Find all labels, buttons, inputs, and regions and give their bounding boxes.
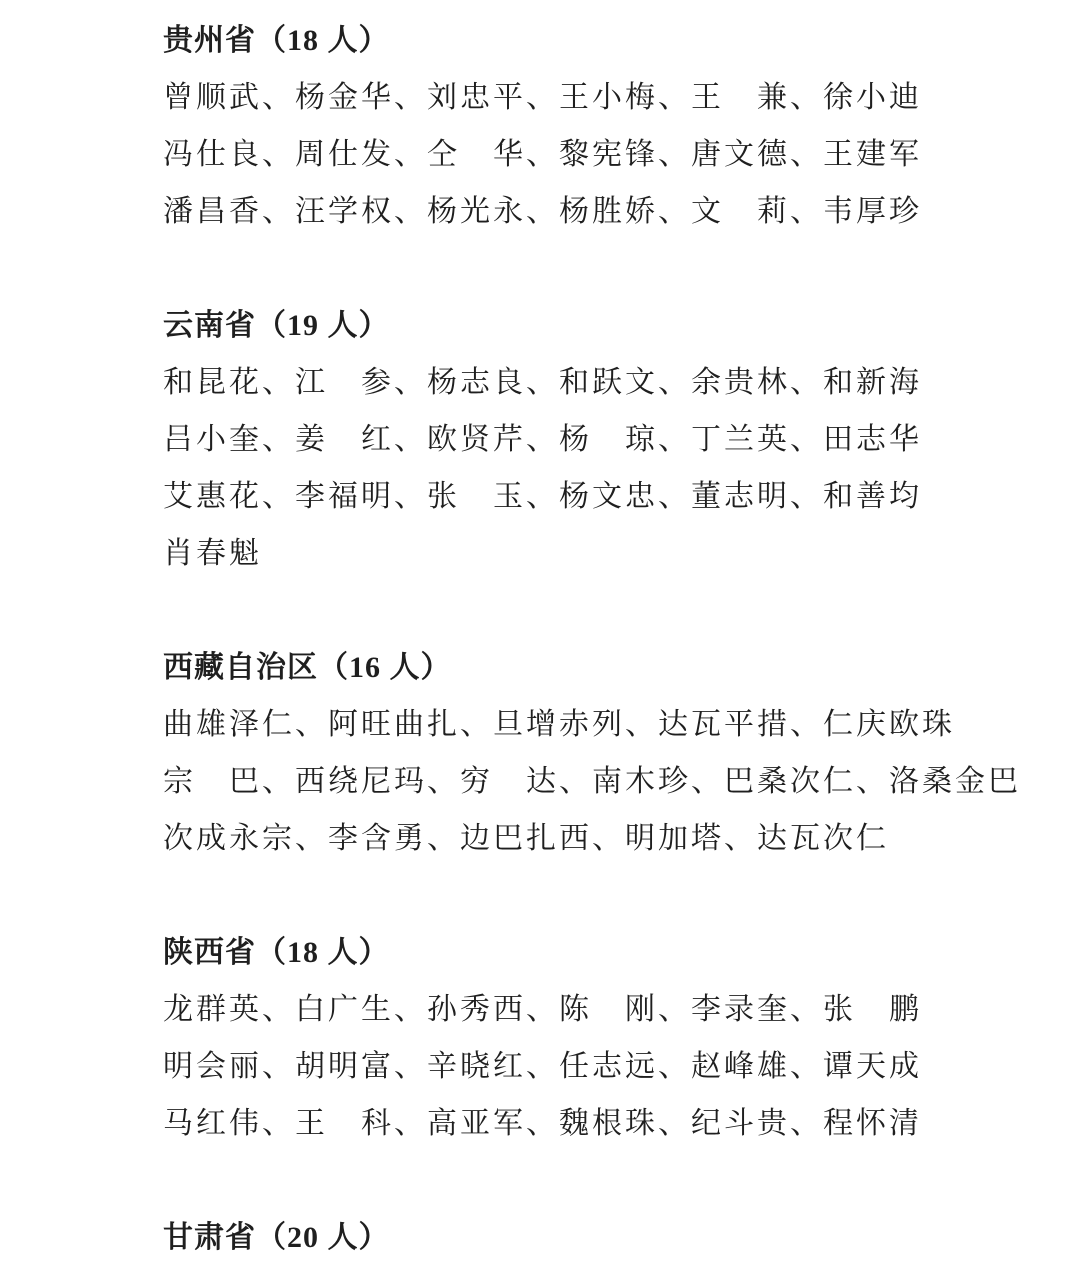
name-line: 次成永宗、李含勇、边巴扎西、明加塔、达瓦次仁 [163,822,889,855]
name-line: 曲雄泽仁、阿旺曲扎、旦增赤列、达瓦平措、仁庆欧珠 [163,708,955,741]
section-yunnan [163,297,1018,582]
province-header-shaanxi: 陕西省（18 人） [163,936,390,969]
province-header-tibet: 西藏自治区（16 人） [163,651,452,684]
province-header-yunnan: 云南省（19 人） [163,309,390,342]
name-line: 龙群英、白广生、孙秀西、陈 刚、李录奎、张 鹏 [163,993,922,1026]
name-line: 曾顺武、杨金华、刘忠平、王小梅、王 兼、徐小迪 [163,81,922,114]
name-line: 冯仕良、周仕发、仝 华、黎宪锋、唐文德、王建军 [163,138,922,171]
name-line: 潘昌香、汪学权、杨光永、杨胜娇、文 莉、韦厚珍 [163,195,922,228]
name-line: 马红伟、王 科、高亚军、魏根珠、纪斗贵、程怀清 [163,1107,922,1140]
section-guizhou [163,12,1018,240]
name-line: 吕小奎、姜 红、欧贤芹、杨 琼、丁兰英、田志华 [163,423,922,456]
name-line: 艾惠花、李福明、张 玉、杨文忠、董志明、和善均 [163,480,922,513]
section-tibet [163,639,1021,867]
name-line: 明会丽、胡明富、辛晓红、任志远、赵峰雄、谭天成 [163,1050,922,1083]
province-header-guizhou: 贵州省（18 人） [163,24,390,57]
section-shaanxi [163,924,1018,1152]
name-line: 肖春魁 [163,537,262,570]
section-gansu [163,1209,1018,1261]
name-line: 和昆花、江 参、杨志良、和跃文、余贵林、和新海 [163,366,922,399]
province-header-gansu: 甘肃省（20 人） [163,1221,390,1254]
name-line: 宗 巴、西绕尼玛、穷 达、南木珍、巴桑次仁、洛桑金巴 [163,765,1021,798]
